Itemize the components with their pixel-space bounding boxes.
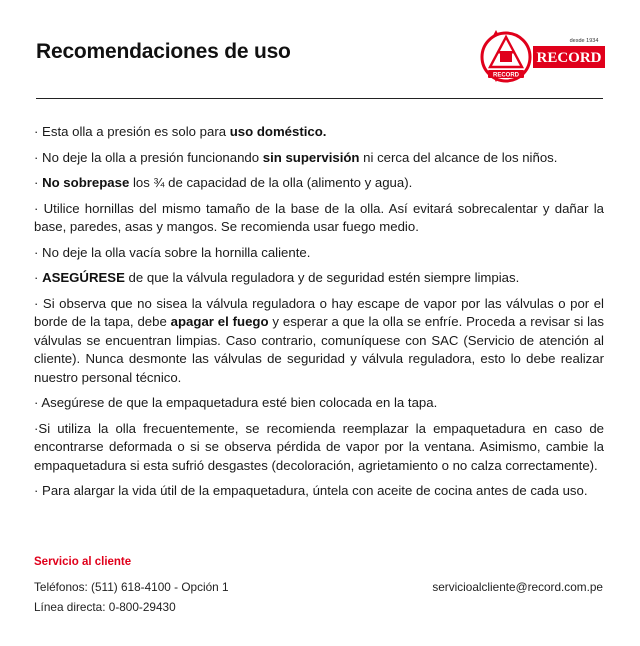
recommendation-text: · No deje la olla a presión funcionando (34, 149, 263, 165)
recommendation-text: · Utilice hornillas del mismo tamaño de la base de la olla. Así evitará sobrecalentar y dañar la base, paredes, asas y mangos. Se recomienda usar fuego medio. (34, 200, 604, 234)
direct-line: Línea directa: 0-800-29430 (34, 600, 176, 614)
emphasis-text: No sobrepase (42, 175, 130, 190)
emphasis-text: apagar el fuego (170, 314, 269, 329)
emphasis-text: ASEGÚRESE (42, 270, 125, 285)
recommendation-item (34, 244, 604, 263)
recommendation-item (34, 269, 604, 288)
recommendation-item (34, 200, 604, 237)
header-divider (36, 98, 603, 99)
recommendation-item (34, 295, 604, 388)
recommendation-text: ·Si utiliza la olla frecuentemente, se recomienda reemplazar la empaquetadura en caso de encontrarse deformada o si se observa pérdida de vapor por la ventana. Asimismo, cambie la empaquetadura si esta sufrió desgastes (decoloración, agrietamiento o no calza correctamente). (34, 420, 604, 473)
customer-service-title: Servicio al cliente (34, 556, 132, 568)
recommendation-item (34, 149, 604, 168)
recommendation-item (34, 174, 604, 193)
recommendation-text: · Si observa que no sisea la válvula reguladora o hay escape de vapor por las válvulas o por el borde de la tapa, debe (34, 295, 604, 329)
recommendation-text: ni cerca del alcance de los niños. (359, 149, 558, 165)
recommendation-text: · Para alargar la vida útil de la empaquetadura, úntela con aceite de cocina antes de cada uso. (34, 483, 588, 498)
recommendation-text: de que la válvula reguladora y de seguridad estén siempre limpias. (124, 270, 520, 285)
recommendation-text: · Asegúrese de que la empaquetadura esté bien colocada en la tapa. (34, 395, 438, 410)
record-logo (478, 26, 606, 88)
logo-since-text: desde 1934 (569, 38, 599, 44)
logo-badge-text: RECORD (492, 72, 520, 79)
recommendation-item (34, 420, 604, 476)
recommendation-text: · Esta olla a presión es solo para (34, 124, 230, 139)
recommendations-list (34, 123, 604, 508)
recommendation-item (34, 394, 604, 413)
recommendation-text: · (34, 270, 43, 285)
recommendation-item (34, 123, 604, 142)
page-title: Recomendaciones de uso (36, 40, 291, 63)
recommendation-text: y esperar a que la olla se enfríe. Proceda a revisar si las válvulas se encuentran limpias. Caso contrario, comuníquese con SAC (Servicio de atención al cliente). Nunca desmonte las válvulas de seguridad y válvula reguladora, esto lo debe realizar nuestro personal técnico. (34, 314, 604, 385)
logo-pot-icon (500, 53, 512, 62)
customer-service-email[interactable]: servicioalcliente@record.com.pe (432, 580, 603, 594)
emphasis-text: sin supervisión (262, 149, 360, 165)
recommendation-text: · (34, 175, 43, 190)
emphasis-text: uso doméstico. (229, 124, 327, 139)
recommendation-text: los ¾ de capacidad de la olla (alimento y agua). (129, 175, 413, 190)
logo-brand-text: RECORD (536, 50, 602, 66)
recommendation-text: · No deje la olla vacía sobre la hornilla caliente. (34, 244, 311, 260)
phone-numbers: Teléfonos: (511) 618-4100 - Opción 1 (34, 580, 229, 594)
recommendation-item (34, 482, 604, 501)
